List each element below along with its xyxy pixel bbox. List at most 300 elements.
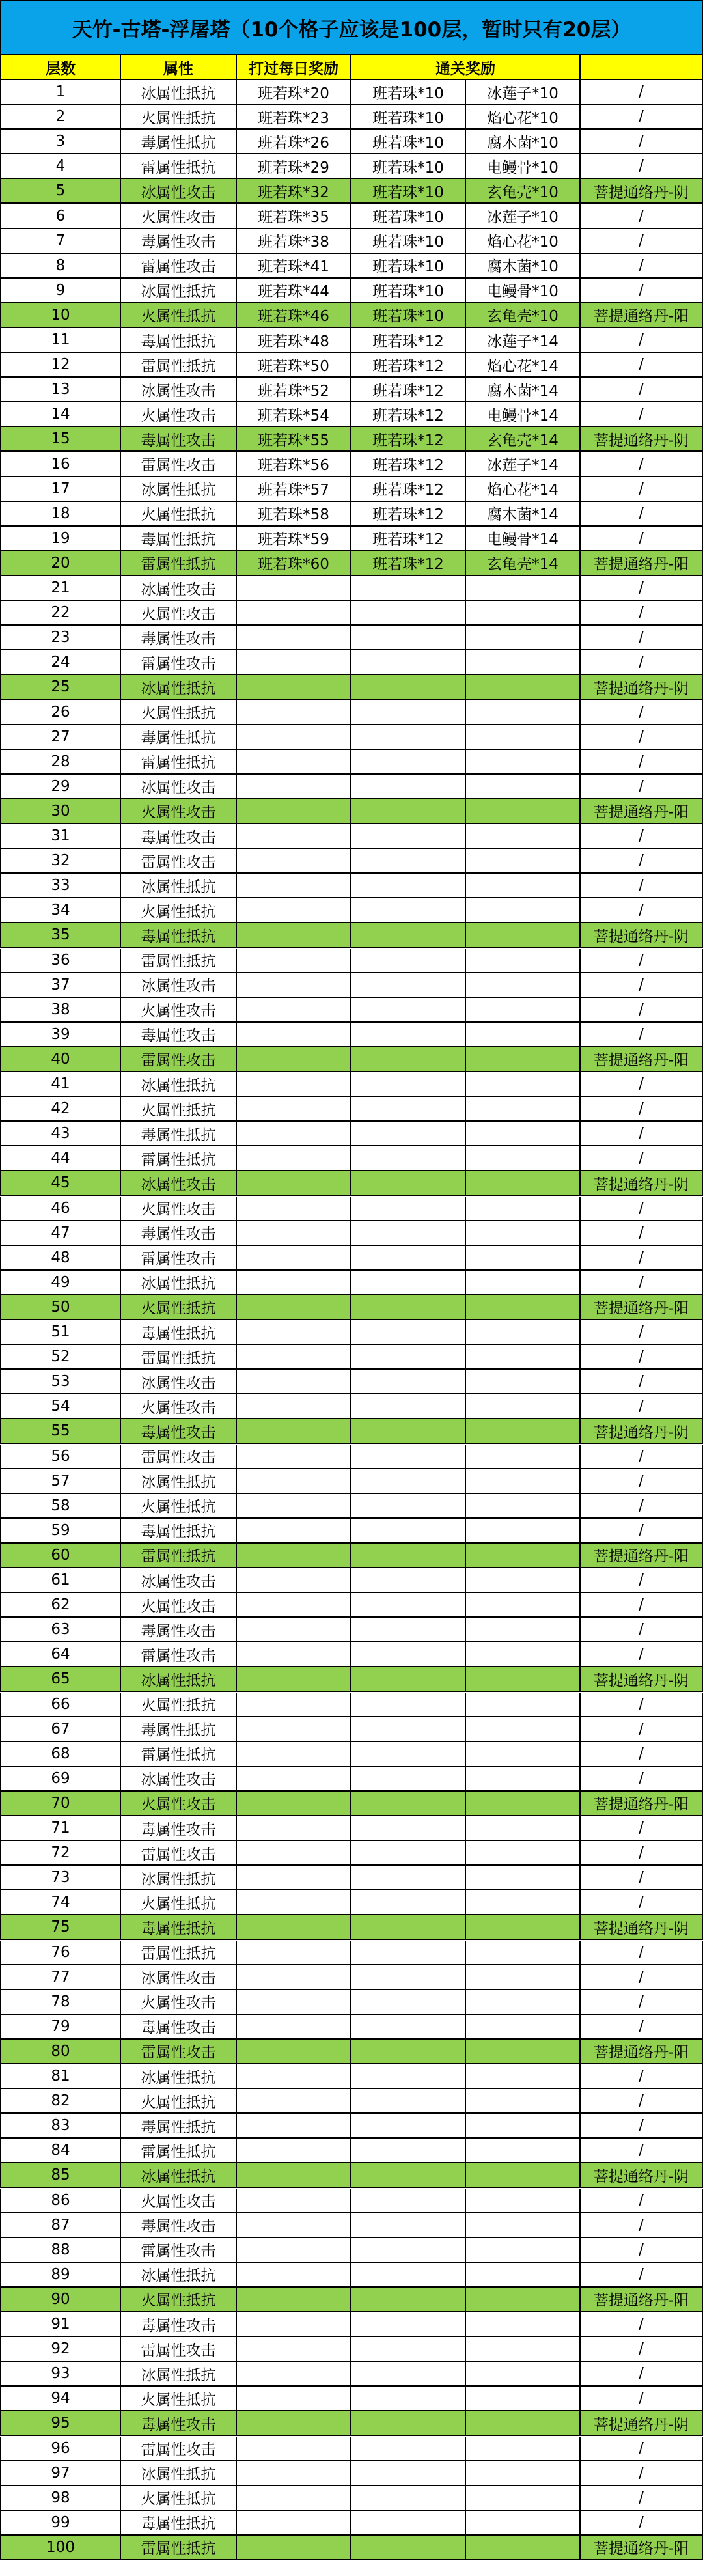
clear-reward-2-cell [466, 2362, 581, 2387]
clear-reward-2-cell [466, 1271, 581, 1295]
floor-cell: 100 [0, 2536, 121, 2560]
clear-reward-1-cell [352, 1345, 466, 1370]
table-row [0, 2139, 703, 2163]
attribute-cell: 火属性攻击 [121, 1197, 237, 1221]
attribute-cell: 冰属性抵抗 [121, 2064, 237, 2089]
clear-reward-3-cell: / [581, 849, 703, 874]
clear-reward-3-cell: / [581, 1469, 703, 1494]
attribute-cell: 毒属性攻击 [121, 427, 237, 452]
clear-reward-2-cell [466, 2536, 581, 2560]
clear-reward-1-cell [352, 1965, 466, 1990]
clear-reward-1-cell: 班若珠*12 [352, 477, 466, 502]
clear-reward-2-cell [466, 1445, 581, 1469]
attribute-cell: 雷属性攻击 [121, 2238, 237, 2263]
clear-reward-2-cell: 玄龟壳*14 [466, 427, 581, 452]
clear-reward-3-cell: / [581, 2312, 703, 2337]
table-row [0, 502, 703, 527]
attribute-cell: 冰属性抵抗 [121, 2263, 237, 2288]
clear-reward-1-cell [352, 725, 466, 750]
table-row [0, 2461, 703, 2486]
clear-reward-3-cell: / [581, 2064, 703, 2089]
daily-reward-cell [237, 2040, 352, 2064]
clear-reward-1-cell [352, 2511, 466, 2536]
clear-reward-1-cell [352, 1320, 466, 1345]
daily-reward-cell [237, 1171, 352, 1196]
clear-reward-2-cell: 焰心花*10 [466, 229, 581, 254]
attribute-cell: 火属性抵抗 [121, 1494, 237, 1519]
clear-reward-3-cell: / [581, 204, 703, 229]
table-row [0, 2064, 703, 2089]
clear-reward-2-cell [466, 1419, 581, 1444]
header-blank [581, 55, 703, 80]
table-row [0, 1642, 703, 1667]
clear-reward-2-cell [466, 1469, 581, 1494]
clear-reward-1-cell [352, 1593, 466, 1618]
clear-reward-3-cell: / [581, 1519, 703, 1544]
clear-reward-3-cell: / [581, 1941, 703, 1965]
floor-cell: 55 [0, 1419, 121, 1444]
clear-reward-2-cell [466, 1370, 581, 1394]
table-row [0, 2015, 703, 2040]
clear-reward-1-cell [352, 1221, 466, 1246]
clear-reward-2-cell [466, 998, 581, 1023]
daily-reward-cell [237, 2114, 352, 2139]
daily-reward-cell [237, 650, 352, 675]
clear-reward-2-cell [466, 1915, 581, 1940]
floor-cell: 61 [0, 1568, 121, 1593]
attribute-cell: 冰属性抵抗 [121, 2461, 237, 2486]
attribute-cell: 冰属性抵抗 [121, 2362, 237, 2387]
clear-reward-3-cell: / [581, 1841, 703, 1866]
floor-cell: 42 [0, 1097, 121, 1122]
clear-reward-1-cell [352, 1394, 466, 1419]
daily-reward-cell [237, 2139, 352, 2163]
clear-reward-2-cell [466, 1320, 581, 1345]
header-attribute: 属性 [121, 55, 237, 80]
clear-reward-2-cell: 玄龟壳*10 [466, 179, 581, 204]
clear-reward-2-cell [466, 1841, 581, 1866]
clear-reward-1-cell [352, 1419, 466, 1444]
clear-reward-2-cell [466, 650, 581, 675]
clear-reward-2-cell: 腐木菌*10 [466, 254, 581, 279]
daily-reward-cell [237, 923, 352, 948]
clear-reward-3-cell: 菩提通络丹-阴 [581, 179, 703, 204]
attribute-cell: 冰属性攻击 [121, 1370, 237, 1394]
clear-reward-1-cell [352, 1915, 466, 1940]
attribute-cell: 毒属性抵抗 [121, 1717, 237, 1742]
clear-reward-1-cell [352, 1767, 466, 1792]
attribute-cell: 火属性抵抗 [121, 1295, 237, 1320]
table-row [0, 527, 703, 551]
floor-cell: 35 [0, 923, 121, 948]
attribute-cell: 毒属性攻击 [121, 626, 237, 650]
daily-reward-cell [237, 2189, 352, 2213]
clear-reward-3-cell: / [581, 1990, 703, 2015]
daily-reward-cell: 班若珠*48 [237, 328, 352, 353]
floor-cell: 74 [0, 1890, 121, 1915]
daily-reward-cell: 班若珠*41 [237, 254, 352, 279]
clear-reward-2-cell: 冰莲子*14 [466, 452, 581, 477]
clear-reward-2-cell [466, 874, 581, 898]
clear-reward-1-cell [352, 1816, 466, 1841]
daily-reward-cell [237, 1792, 352, 1816]
floor-cell: 5 [0, 179, 121, 204]
floor-cell: 76 [0, 1941, 121, 1965]
table-row [0, 2312, 703, 2337]
clear-reward-1-cell [352, 1295, 466, 1320]
attribute-cell: 火属性攻击 [121, 1990, 237, 2015]
attribute-cell: 毒属性抵抗 [121, 2511, 237, 2536]
daily-reward-cell: 班若珠*50 [237, 353, 352, 378]
floor-cell: 8 [0, 254, 121, 279]
table-row [0, 576, 703, 601]
clear-reward-3-cell: 菩提通络丹-阳 [581, 1544, 703, 1568]
daily-reward-cell [237, 1593, 352, 1618]
floor-cell: 57 [0, 1469, 121, 1494]
clear-reward-3-cell: / [581, 650, 703, 675]
clear-reward-2-cell [466, 1693, 581, 1717]
daily-reward-cell: 班若珠*52 [237, 378, 352, 402]
attribute-cell: 雷属性抵抗 [121, 353, 237, 378]
daily-reward-cell [237, 675, 352, 700]
table-row [0, 1568, 703, 1593]
clear-reward-3-cell: / [581, 2213, 703, 2238]
clear-reward-2-cell [466, 1146, 581, 1171]
table-row [0, 1023, 703, 1047]
attribute-cell: 冰属性抵抗 [121, 1866, 237, 1890]
table-row [0, 2362, 703, 2387]
table-row [0, 2387, 703, 2411]
floor-cell: 16 [0, 452, 121, 477]
attribute-cell: 毒属性攻击 [121, 2411, 237, 2436]
attribute-cell: 冰属性攻击 [121, 378, 237, 402]
clear-reward-1-cell [352, 2387, 466, 2411]
floor-cell: 41 [0, 1072, 121, 1097]
clear-reward-3-cell: / [581, 1568, 703, 1593]
clear-reward-2-cell [466, 1171, 581, 1196]
clear-reward-3-cell: / [581, 949, 703, 973]
floor-cell: 10 [0, 303, 121, 328]
attribute-cell: 火属性攻击 [121, 402, 237, 427]
attribute-cell: 毒属性攻击 [121, 2312, 237, 2337]
floor-cell: 72 [0, 1841, 121, 1866]
table-row [0, 2288, 703, 2312]
clear-reward-2-cell: 电鳗骨*10 [466, 279, 581, 303]
clear-reward-2-cell [466, 1941, 581, 1965]
table-row [0, 179, 703, 204]
clear-reward-2-cell [466, 1965, 581, 1990]
attribute-cell: 雷属性攻击 [121, 452, 237, 477]
floor-cell: 23 [0, 626, 121, 650]
clear-reward-1-cell [352, 1469, 466, 1494]
attribute-cell: 冰属性攻击 [121, 1767, 237, 1792]
clear-reward-3-cell: 菩提通络丹-阳 [581, 551, 703, 576]
clear-reward-3-cell: / [581, 1494, 703, 1519]
clear-reward-2-cell [466, 1394, 581, 1419]
attribute-cell: 雷属性抵抗 [121, 1146, 237, 1171]
clear-reward-2-cell [466, 2337, 581, 2362]
floor-cell: 73 [0, 1866, 121, 1890]
attribute-cell: 毒属性抵抗 [121, 923, 237, 948]
clear-reward-2-cell: 冰莲子*14 [466, 328, 581, 353]
attribute-cell: 雷属性攻击 [121, 2437, 237, 2461]
clear-reward-1-cell: 班若珠*12 [352, 551, 466, 576]
daily-reward-cell [237, 949, 352, 973]
attribute-cell: 雷属性攻击 [121, 849, 237, 874]
clear-reward-2-cell [466, 2238, 581, 2263]
daily-reward-cell [237, 1693, 352, 1717]
clear-reward-3-cell: / [581, 402, 703, 427]
daily-reward-cell [237, 1519, 352, 1544]
clear-reward-3-cell: / [581, 1593, 703, 1618]
attribute-cell: 火属性攻击 [121, 1792, 237, 1816]
clear-reward-1-cell [352, 576, 466, 601]
clear-reward-2-cell: 腐木菌*14 [466, 502, 581, 527]
clear-reward-1-cell: 班若珠*10 [352, 254, 466, 279]
clear-reward-1-cell [352, 1866, 466, 1890]
floor-cell: 52 [0, 1345, 121, 1370]
clear-reward-2-cell [466, 1816, 581, 1841]
floor-cell: 39 [0, 1023, 121, 1047]
daily-reward-cell [237, 2163, 352, 2188]
daily-reward-cell [237, 1965, 352, 1990]
daily-reward-cell [237, 750, 352, 775]
table-row [0, 2536, 703, 2560]
floor-cell: 40 [0, 1047, 121, 1072]
daily-reward-cell [237, 1197, 352, 1221]
table-row [0, 2337, 703, 2362]
attribute-cell: 毒属性抵抗 [121, 1320, 237, 1345]
clear-reward-2-cell [466, 2437, 581, 2461]
floor-cell: 15 [0, 427, 121, 452]
clear-reward-1-cell [352, 2064, 466, 2089]
attribute-cell: 毒属性攻击 [121, 824, 237, 849]
table-row [0, 2189, 703, 2213]
daily-reward-cell: 班若珠*26 [237, 130, 352, 154]
clear-reward-1-cell [352, 1792, 466, 1816]
daily-reward-cell [237, 1320, 352, 1345]
clear-reward-1-cell [352, 2486, 466, 2511]
attribute-cell: 火属性攻击 [121, 1394, 237, 1419]
floor-cell: 13 [0, 378, 121, 402]
attribute-cell: 冰属性攻击 [121, 576, 237, 601]
attribute-cell: 毒属性攻击 [121, 2213, 237, 2238]
clear-reward-1-cell [352, 675, 466, 700]
daily-reward-cell [237, 1122, 352, 1146]
daily-reward-cell [237, 2362, 352, 2387]
clear-reward-3-cell: / [581, 898, 703, 923]
clear-reward-1-cell [352, 1047, 466, 1072]
floor-cell: 88 [0, 2238, 121, 2263]
clear-reward-3-cell: 菩提通络丹-阳 [581, 2040, 703, 2064]
clear-reward-2-cell [466, 1295, 581, 1320]
clear-reward-3-cell: 菩提通络丹-阴 [581, 2411, 703, 2436]
clear-reward-2-cell [466, 2312, 581, 2337]
clear-reward-3-cell: / [581, 725, 703, 750]
clear-reward-2-cell [466, 2288, 581, 2312]
clear-reward-2-cell [466, 1544, 581, 1568]
clear-reward-3-cell: 菩提通络丹-阳 [581, 1047, 703, 1072]
attribute-cell: 火属性攻击 [121, 998, 237, 1023]
clear-reward-2-cell [466, 1246, 581, 1271]
attribute-cell: 冰属性攻击 [121, 973, 237, 998]
clear-reward-3-cell: / [581, 1320, 703, 1345]
daily-reward-cell [237, 2511, 352, 2536]
clear-reward-2-cell [466, 700, 581, 725]
clear-reward-1-cell [352, 2139, 466, 2163]
floor-cell: 51 [0, 1320, 121, 1345]
clear-reward-3-cell: / [581, 1023, 703, 1047]
table-row [0, 130, 703, 154]
clear-reward-1-cell: 班若珠*10 [352, 80, 466, 105]
attribute-cell: 冰属性攻击 [121, 1965, 237, 1990]
attribute-cell: 火属性抵抗 [121, 2387, 237, 2411]
clear-reward-3-cell: / [581, 750, 703, 775]
table-row [0, 2238, 703, 2263]
daily-reward-cell [237, 2213, 352, 2238]
floor-cell: 98 [0, 2486, 121, 2511]
attribute-cell: 毒属性抵抗 [121, 2114, 237, 2139]
clear-reward-1-cell [352, 2213, 466, 2238]
table-row [0, 973, 703, 998]
clear-reward-3-cell: 菩提通络丹-阴 [581, 1171, 703, 1196]
table-row [0, 1072, 703, 1097]
table-row [0, 378, 703, 402]
clear-reward-2-cell: 冰莲子*10 [466, 204, 581, 229]
table-row [0, 1320, 703, 1345]
clear-reward-2-cell [466, 2089, 581, 2114]
clear-reward-1-cell [352, 923, 466, 948]
daily-reward-cell [237, 1941, 352, 1965]
table-row [0, 1197, 703, 1221]
clear-reward-2-cell [466, 750, 581, 775]
table-row [0, 1816, 703, 1841]
floor-cell: 30 [0, 799, 121, 824]
table-row [0, 328, 703, 353]
attribute-cell: 冰属性抵抗 [121, 675, 237, 700]
daily-reward-cell [237, 725, 352, 750]
clear-reward-2-cell [466, 1742, 581, 1767]
clear-reward-3-cell: 菩提通络丹-阳 [581, 799, 703, 824]
clear-reward-2-cell [466, 2411, 581, 2436]
floor-cell: 26 [0, 700, 121, 725]
clear-reward-1-cell [352, 750, 466, 775]
floor-cell: 75 [0, 1915, 121, 1940]
daily-reward-cell [237, 1394, 352, 1419]
daily-reward-cell [237, 1370, 352, 1394]
clear-reward-2-cell [466, 1023, 581, 1047]
clear-reward-3-cell: / [581, 1221, 703, 1246]
attribute-cell: 毒属性攻击 [121, 1618, 237, 1642]
daily-reward-cell [237, 1816, 352, 1841]
floor-cell: 12 [0, 353, 121, 378]
clear-reward-3-cell: / [581, 1866, 703, 1890]
clear-reward-2-cell [466, 1890, 581, 1915]
clear-reward-3-cell: / [581, 2114, 703, 2139]
attribute-cell: 雷属性抵抗 [121, 1345, 237, 1370]
clear-reward-2-cell [466, 1618, 581, 1642]
daily-reward-cell [237, 973, 352, 998]
daily-reward-cell [237, 1866, 352, 1890]
clear-reward-3-cell: 菩提通络丹-阳 [581, 1295, 703, 1320]
attribute-cell: 雷属性攻击 [121, 1642, 237, 1667]
attribute-cell: 毒属性抵抗 [121, 527, 237, 551]
floor-cell: 14 [0, 402, 121, 427]
floor-cell: 84 [0, 2139, 121, 2163]
table-row [0, 2213, 703, 2238]
clear-reward-3-cell: / [581, 1642, 703, 1667]
floor-cell: 47 [0, 1221, 121, 1246]
daily-reward-cell: 班若珠*32 [237, 179, 352, 204]
attribute-cell: 冰属性抵抗 [121, 1469, 237, 1494]
attribute-cell: 冰属性抵抗 [121, 1667, 237, 1692]
table-row [0, 80, 703, 105]
daily-reward-cell [237, 700, 352, 725]
daily-reward-cell: 班若珠*38 [237, 229, 352, 254]
table-row [0, 849, 703, 874]
clear-reward-1-cell [352, 1841, 466, 1866]
clear-reward-2-cell [466, 1197, 581, 1221]
clear-reward-3-cell: / [581, 998, 703, 1023]
daily-reward-cell [237, 775, 352, 799]
clear-reward-1-cell [352, 1618, 466, 1642]
table-row [0, 2163, 703, 2188]
clear-reward-2-cell [466, 949, 581, 973]
attribute-cell: 火属性攻击 [121, 204, 237, 229]
clear-reward-3-cell: / [581, 2461, 703, 2486]
floor-cell: 21 [0, 576, 121, 601]
floor-cell: 18 [0, 502, 121, 527]
table-row [0, 1717, 703, 1742]
table-row [0, 2040, 703, 2064]
clear-reward-3-cell: / [581, 1271, 703, 1295]
floor-cell: 96 [0, 2437, 121, 2461]
clear-reward-3-cell: / [581, 279, 703, 303]
clear-reward-1-cell [352, 849, 466, 874]
clear-reward-2-cell [466, 1221, 581, 1246]
daily-reward-cell [237, 626, 352, 650]
floor-cell: 54 [0, 1394, 121, 1419]
clear-reward-3-cell: / [581, 601, 703, 626]
attribute-cell: 冰属性抵抗 [121, 477, 237, 502]
daily-reward-cell [237, 2337, 352, 2362]
clear-reward-2-cell [466, 1990, 581, 2015]
table-row [0, 949, 703, 973]
floor-cell: 7 [0, 229, 121, 254]
clear-reward-2-cell [466, 675, 581, 700]
attribute-cell: 冰属性抵抗 [121, 80, 237, 105]
clear-reward-1-cell [352, 898, 466, 923]
clear-reward-1-cell [352, 2238, 466, 2263]
clear-reward-3-cell: / [581, 1197, 703, 1221]
clear-reward-1-cell [352, 2040, 466, 2064]
clear-reward-3-cell: / [581, 2238, 703, 2263]
clear-reward-1-cell [352, 1494, 466, 1519]
table-row [0, 1941, 703, 1965]
clear-reward-3-cell: / [581, 452, 703, 477]
clear-reward-3-cell: 菩提通络丹-阳 [581, 303, 703, 328]
attribute-cell: 毒属性攻击 [121, 229, 237, 254]
clear-reward-3-cell: / [581, 2263, 703, 2288]
clear-reward-1-cell [352, 2337, 466, 2362]
table-row [0, 874, 703, 898]
clear-reward-2-cell [466, 2189, 581, 2213]
clear-reward-1-cell [352, 973, 466, 998]
clear-reward-1-cell: 班若珠*12 [352, 502, 466, 527]
table-title: 天竹-古塔-浮屠塔（10个格子应该是100层，暂时只有20层） [0, 0, 703, 55]
daily-reward-cell [237, 1221, 352, 1246]
floor-cell: 81 [0, 2064, 121, 2089]
